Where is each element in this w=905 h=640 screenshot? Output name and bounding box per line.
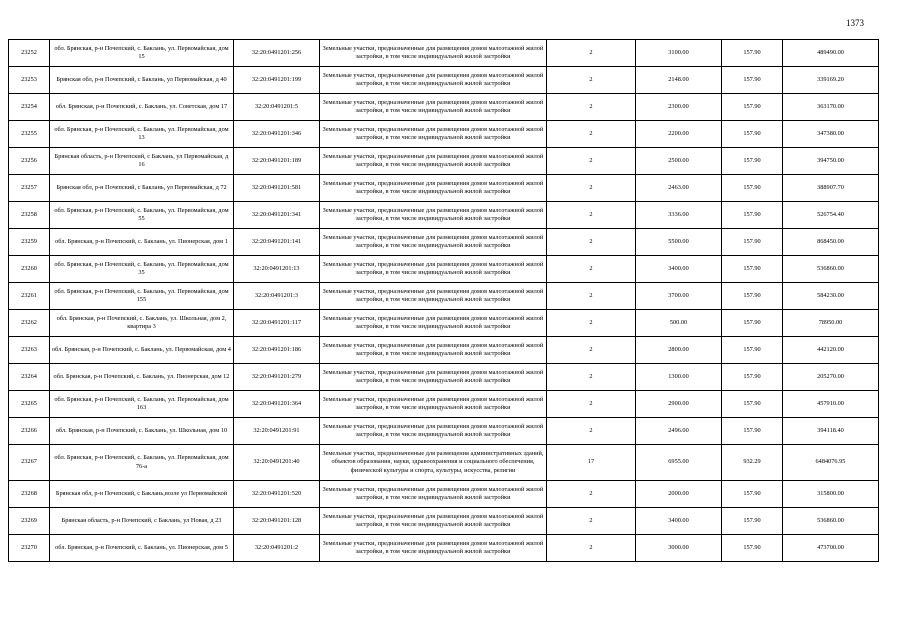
permitted-use-cell: Земельные участки, предназначенные для размещения домов малоэтажной жилой застройки, в том числе индивидуальной жилой застройки — [320, 508, 547, 535]
cadastral-value-cell: 78950.00 — [783, 310, 879, 337]
table-row — [9, 445, 879, 481]
row-number-cell: 23261 — [9, 283, 50, 310]
table-row — [9, 391, 879, 418]
table-body — [9, 40, 879, 562]
table-row — [9, 310, 879, 337]
cadastral-number-cell: 32:20:0491201:199 — [234, 67, 320, 94]
table-row — [9, 148, 879, 175]
cadastral-number-cell: 32:20:0491201:520 — [234, 481, 320, 508]
table-row — [9, 175, 879, 202]
table-row — [9, 283, 879, 310]
permitted-use-cell: Земельные участки, предназначенные для размещения домов малоэтажной жилой застройки, в том числе индивидуальной жилой застройки — [320, 94, 547, 121]
cadastral-number-cell: 32:20:0491201:364 — [234, 391, 320, 418]
table-row — [9, 67, 879, 94]
table-row — [9, 94, 879, 121]
area-cell: 2496.00 — [636, 418, 722, 445]
cadastral-number-cell: 32:20:0491201:13 — [234, 256, 320, 283]
specific-value-cell: 157.90 — [722, 94, 783, 121]
permitted-use-cell: Земельные участки, предназначенные для размещения домов малоэтажной жилой застройки, в том числе индивидуальной жилой застройки — [320, 283, 547, 310]
specific-value-cell: 157.90 — [722, 40, 783, 67]
cadastral-number-cell: 32:20:0491201:341 — [234, 202, 320, 229]
cadastral-number-cell: 32:20:0491201:3 — [234, 283, 320, 310]
cadastral-value-cell: 584230.00 — [783, 283, 879, 310]
row-number-cell: 23258 — [9, 202, 50, 229]
address-cell: обл. Брянская, р-н Почепский, с. Баклань, ул. Пионерская, дом 1 — [50, 229, 234, 256]
use-group-cell: 2 — [547, 364, 636, 391]
area-cell: 3700.00 — [636, 283, 722, 310]
row-number-cell: 23252 — [9, 40, 50, 67]
permitted-use-cell: Земельные участки, предназначенные для размещения домов малоэтажной жилой застройки, в том числе индивидуальной жилой застройки — [320, 256, 547, 283]
use-group-cell: 2 — [547, 481, 636, 508]
use-group-cell: 2 — [547, 148, 636, 175]
row-number-cell: 23268 — [9, 481, 50, 508]
address-cell: Брянская область, р-н Почепский, с Баклань, ул Новая, д 23 — [50, 508, 234, 535]
cadastral-value-cell: 489490.00 — [783, 40, 879, 67]
row-number-cell: 23253 — [9, 67, 50, 94]
cadastral-value-cell: 394750.00 — [783, 148, 879, 175]
address-cell: обл. Брянская, р-н Почепский, с. Баклань, ул. Первомайская, дом 15 — [50, 40, 234, 67]
address-cell: обл. Брянская, р-н Почепский, с. Баклань, ул. Первомайская, дом 55 — [50, 202, 234, 229]
specific-value-cell: 157.90 — [722, 418, 783, 445]
cadastral-value-table — [8, 39, 879, 562]
row-number-cell: 23262 — [9, 310, 50, 337]
permitted-use-cell: Земельные участки, предназначенные для размещения домов малоэтажной жилой застройки, в том числе индивидуальной жилой застройки — [320, 67, 547, 94]
area-cell: 3400.00 — [636, 256, 722, 283]
area-cell: 2000.00 — [636, 481, 722, 508]
use-group-cell: 2 — [547, 40, 636, 67]
cadastral-value-cell: 363170.00 — [783, 94, 879, 121]
permitted-use-cell: Земельные участки, предназначенные для размещения домов малоэтажной жилой застройки, в том числе индивидуальной жилой застройки — [320, 481, 547, 508]
permitted-use-cell: Земельные участки, предназначенные для размещения домов малоэтажной жилой застройки, в том числе индивидуальной жилой застройки — [320, 418, 547, 445]
area-cell: 2200.00 — [636, 121, 722, 148]
area-cell: 1300.00 — [636, 364, 722, 391]
area-cell: 500.00 — [636, 310, 722, 337]
row-number-cell: 23260 — [9, 256, 50, 283]
area-cell: 2463.00 — [636, 175, 722, 202]
cadastral-number-cell: 32:20:0491201:117 — [234, 310, 320, 337]
use-group-cell: 2 — [547, 175, 636, 202]
address-cell: обл. Брянская, р-н Почепский, с. Баклань, ул. Школьная, дом 10 — [50, 418, 234, 445]
area-cell: 3336.00 — [636, 202, 722, 229]
cadastral-value-cell: 315800.00 — [783, 481, 879, 508]
table-row — [9, 535, 879, 562]
cadastral-number-cell: 32:20:0491201:2 — [234, 535, 320, 562]
address-cell: обл. Брянская, р-н Почепский, с. Баклань, ул. Первомайская, дом 76-а — [50, 445, 234, 481]
specific-value-cell: 157.90 — [722, 364, 783, 391]
address-cell: Брянская обл, р-н Почепский, с Баклань, ул Первомайская, д 72 — [50, 175, 234, 202]
permitted-use-cell: Земельные участки, предназначенные для размещения домов малоэтажной жилой застройки, в том числе индивидуальной жилой застройки — [320, 535, 547, 562]
specific-value-cell: 157.90 — [722, 256, 783, 283]
use-group-cell: 2 — [547, 121, 636, 148]
use-group-cell: 2 — [547, 418, 636, 445]
table-row — [9, 229, 879, 256]
address-cell: обл. Брянская, р-н Почепский, с. Баклань, ул. Первомайская, дом 155 — [50, 283, 234, 310]
specific-value-cell: 157.90 — [722, 67, 783, 94]
permitted-use-cell: Земельные участки, предназначенные для размещения домов малоэтажной жилой застройки, в том числе индивидуальной жилой застройки — [320, 40, 547, 67]
permitted-use-cell: Земельные участки, предназначенные для размещения домов малоэтажной жилой застройки, в том числе индивидуальной жилой застройки — [320, 175, 547, 202]
use-group-cell: 2 — [547, 283, 636, 310]
cadastral-value-cell: 526754.40 — [783, 202, 879, 229]
cadastral-number-cell: 32:20:0491201:279 — [234, 364, 320, 391]
use-group-cell: 2 — [547, 508, 636, 535]
permitted-use-cell: Земельные участки, предназначенные для размещения домов малоэтажной жилой застройки, в том числе индивидуальной жилой застройки — [320, 229, 547, 256]
address-cell: обл. Брянская, р-н Почепский, с. Баклань, ул. Пионерская, дом 12 — [50, 364, 234, 391]
permitted-use-cell: Земельные участки, предназначенные для размещения домов малоэтажной жилой застройки, в том числе индивидуальной жилой застройки — [320, 121, 547, 148]
cadastral-value-cell: 536860.00 — [783, 256, 879, 283]
use-group-cell: 2 — [547, 337, 636, 364]
address-cell: Брянская область, р-н Почепский, с Баклань, ул Первомайская, д 16 — [50, 148, 234, 175]
cadastral-number-cell: 32:20:0491201:346 — [234, 121, 320, 148]
row-number-cell: 23265 — [9, 391, 50, 418]
use-group-cell: 2 — [547, 535, 636, 562]
permitted-use-cell: Земельные участки, предназначенные для размещения домов малоэтажной жилой застройки, в том числе индивидуальной жилой застройки — [320, 391, 547, 418]
table-row — [9, 121, 879, 148]
cadastral-number-cell: 32:20:0491201:5 — [234, 94, 320, 121]
area-cell: 6955.00 — [636, 445, 722, 481]
cadastral-number-cell: 32:20:0491201:189 — [234, 148, 320, 175]
address-cell: обл. Брянская, р-н Почепский, с. Баклань, ул. Советская, дом 17 — [50, 94, 234, 121]
permitted-use-cell: Земельные участки, предназначенные для размещения домов малоэтажной жилой застройки, в том числе индивидуальной жилой застройки — [320, 148, 547, 175]
use-group-cell: 2 — [547, 310, 636, 337]
use-group-cell: 2 — [547, 391, 636, 418]
table-row — [9, 364, 879, 391]
specific-value-cell: 157.90 — [722, 508, 783, 535]
cadastral-value-cell: 473700.00 — [783, 535, 879, 562]
table-row — [9, 256, 879, 283]
cadastral-number-cell: 32:20:0491201:581 — [234, 175, 320, 202]
permitted-use-cell: Земельные участки, предназначенные для размещения домов малоэтажной жилой застройки, в том числе индивидуальной жилой застройки — [320, 337, 547, 364]
cadastral-number-cell: 32:20:0491201:186 — [234, 337, 320, 364]
row-number-cell: 23270 — [9, 535, 50, 562]
specific-value-cell: 157.90 — [722, 148, 783, 175]
row-number-cell: 23267 — [9, 445, 50, 481]
area-cell: 2800.00 — [636, 337, 722, 364]
specific-value-cell: 932.29 — [722, 445, 783, 481]
address-cell: обл. Брянская, р-н Почепский, с. Баклань, ул. Первомайская, дом 35 — [50, 256, 234, 283]
table-row — [9, 418, 879, 445]
specific-value-cell: 157.90 — [722, 481, 783, 508]
area-cell: 2900.00 — [636, 391, 722, 418]
row-number-cell: 23256 — [9, 148, 50, 175]
area-cell: 2300.00 — [636, 94, 722, 121]
permitted-use-cell: Земельные участки, предназначенные для размещения домов малоэтажной жилой застройки, в том числе индивидуальной жилой застройки — [320, 310, 547, 337]
specific-value-cell: 157.90 — [722, 175, 783, 202]
cadastral-value-cell: 457910.00 — [783, 391, 879, 418]
specific-value-cell: 157.90 — [722, 121, 783, 148]
cadastral-value-cell: 6484076.95 — [783, 445, 879, 481]
row-number-cell: 23257 — [9, 175, 50, 202]
row-number-cell: 23264 — [9, 364, 50, 391]
cadastral-value-cell: 442120.00 — [783, 337, 879, 364]
address-cell: обл. Брянская, р-н Почепский, с. Баклань, ул. Первомайская, дом 13 — [50, 121, 234, 148]
address-cell: Брянская обл, р-н Почепский, с Баклань, ул Первомайская, д 40 — [50, 67, 234, 94]
cadastral-value-cell: 394118.40 — [783, 418, 879, 445]
permitted-use-cell: Земельные участки, предназначенные для размещения домов малоэтажной жилой застройки, в том числе индивидуальной жилой застройки — [320, 364, 547, 391]
table-row — [9, 337, 879, 364]
cadastral-number-cell: 32:20:0491201:256 — [234, 40, 320, 67]
area-cell: 3100.00 — [636, 40, 722, 67]
permitted-use-cell: Земельные участки, предназначенные для размещения административных зданий, объектов образования, науки, здравоохранения и социального обеспечения, физической культуры и спорта, культуры, искусства, религии — [320, 445, 547, 481]
use-group-cell: 17 — [547, 445, 636, 481]
area-cell: 3400.00 — [636, 508, 722, 535]
address-cell: обл. Брянская, р-н Почепский, с. Баклань, ул. Первомайская, дом 4 — [50, 337, 234, 364]
row-number-cell: 23254 — [9, 94, 50, 121]
use-group-cell: 2 — [547, 256, 636, 283]
specific-value-cell: 157.90 — [722, 283, 783, 310]
cadastral-value-cell: 205270.00 — [783, 364, 879, 391]
cadastral-value-cell: 339169.20 — [783, 67, 879, 94]
area-cell: 5500.00 — [636, 229, 722, 256]
area-cell: 2148.00 — [636, 67, 722, 94]
table-row — [9, 202, 879, 229]
table-row — [9, 508, 879, 535]
cadastral-value-cell: 347380.00 — [783, 121, 879, 148]
area-cell: 2500.00 — [636, 148, 722, 175]
table-row — [9, 40, 879, 67]
specific-value-cell: 157.90 — [722, 202, 783, 229]
specific-value-cell: 157.90 — [722, 337, 783, 364]
cadastral-value-cell: 536860.00 — [783, 508, 879, 535]
cadastral-number-cell: 32:20:0491201:40 — [234, 445, 320, 481]
table-row — [9, 481, 879, 508]
cadastral-number-cell: 32:20:0491201:91 — [234, 418, 320, 445]
row-number-cell: 23263 — [9, 337, 50, 364]
area-cell: 3000.00 — [636, 535, 722, 562]
address-cell: обл. Брянская, р-н Почепский, с. Баклань, ул. Первомайская, дом 163 — [50, 391, 234, 418]
use-group-cell: 2 — [547, 67, 636, 94]
address-cell: обл. Брянская, р-н Почепский, с. Баклань, ул. Пионерская, дом 5 — [50, 535, 234, 562]
specific-value-cell: 157.90 — [722, 391, 783, 418]
row-number-cell: 23269 — [9, 508, 50, 535]
specific-value-cell: 157.90 — [722, 535, 783, 562]
address-cell: Брянская обл, р-н Почепский, с Баклань,возле ул Первомайской — [50, 481, 234, 508]
cadastral-value-cell: 388907.70 — [783, 175, 879, 202]
page-number: 1373 — [846, 18, 864, 28]
specific-value-cell: 157.90 — [722, 229, 783, 256]
row-number-cell: 23255 — [9, 121, 50, 148]
cadastral-number-cell: 32:20:0491201:141 — [234, 229, 320, 256]
cadastral-number-cell: 32:20:0491201:128 — [234, 508, 320, 535]
permitted-use-cell: Земельные участки, предназначенные для размещения домов малоэтажной жилой застройки, в том числе индивидуальной жилой застройки — [320, 202, 547, 229]
specific-value-cell: 157.90 — [722, 310, 783, 337]
use-group-cell: 2 — [547, 202, 636, 229]
address-cell: обл. Брянская, р-н Почепский, с. Баклань, ул. Школьная, дом 2, квартира 3 — [50, 310, 234, 337]
cadastral-value-cell: 868450.00 — [783, 229, 879, 256]
use-group-cell: 2 — [547, 229, 636, 256]
row-number-cell: 23266 — [9, 418, 50, 445]
row-number-cell: 23259 — [9, 229, 50, 256]
use-group-cell: 2 — [547, 94, 636, 121]
